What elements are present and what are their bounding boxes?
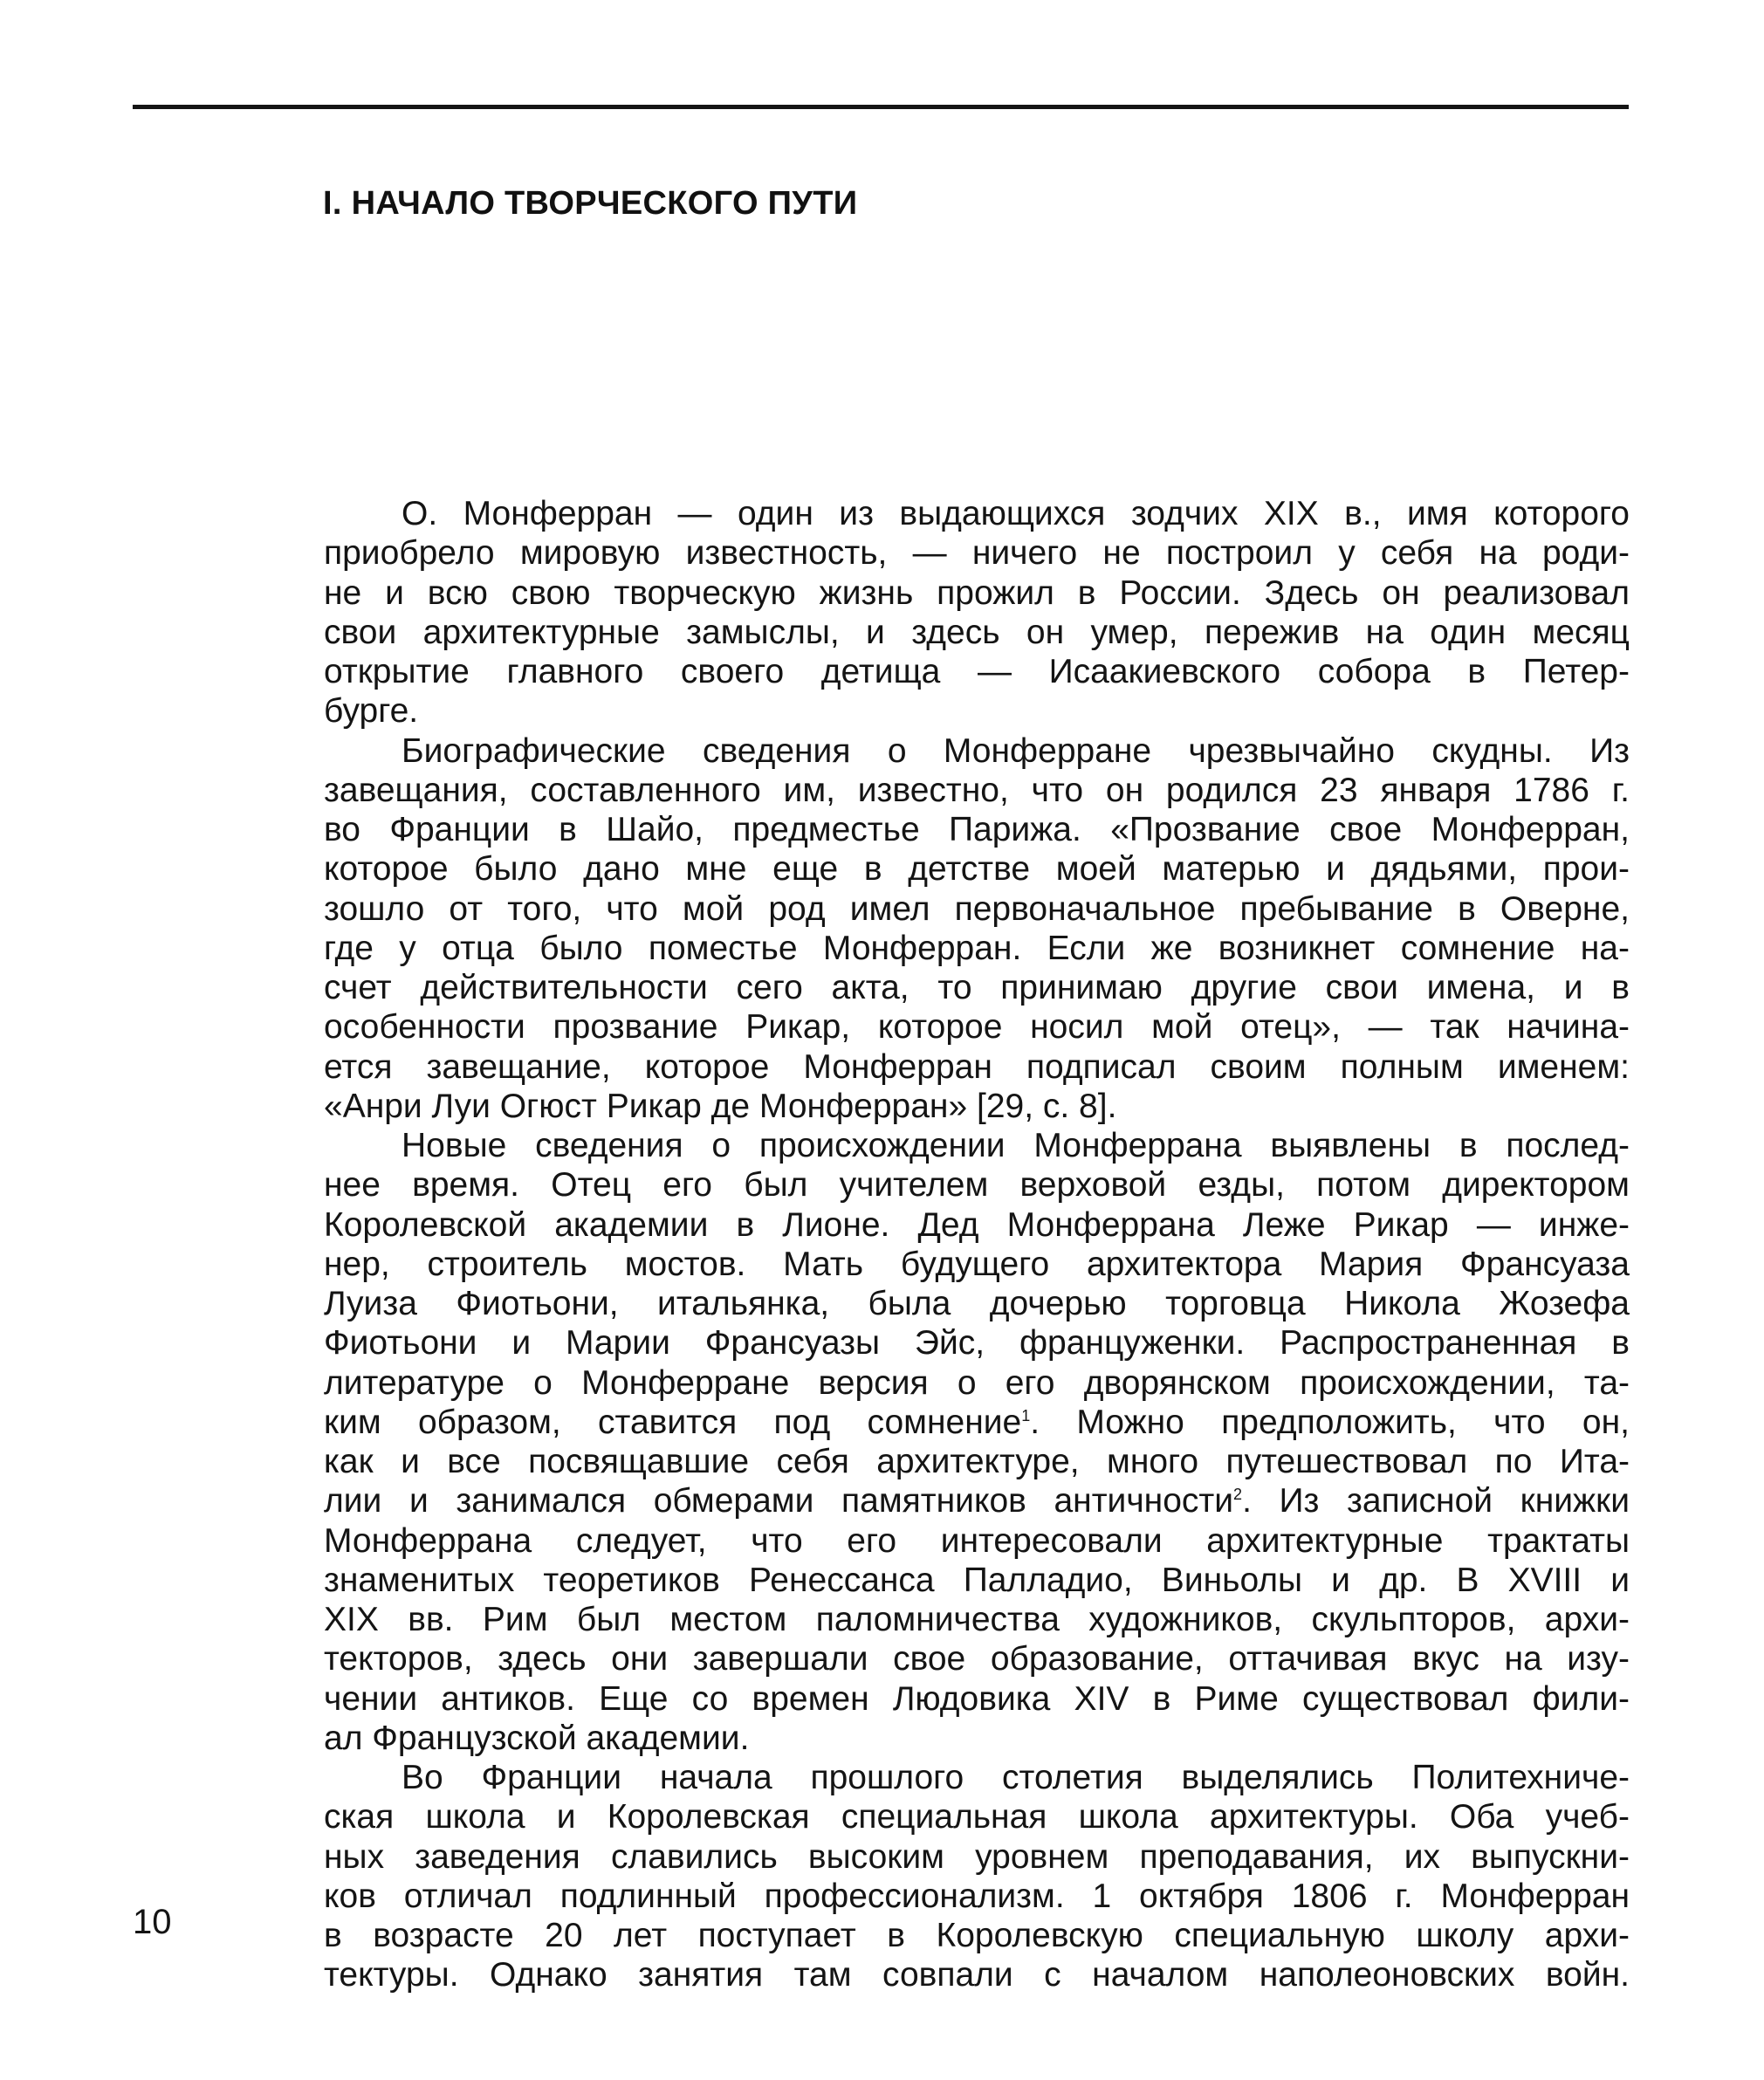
text-line: О. Монферран — один из выдающихся зодчих XIX в., имя которого [402,495,1630,532]
text-line: «Анри Луи Огюст Рикар де Монферран» [29, с. 8]. [324,1087,1117,1125]
text-line: свои архитектурные замыслы, и здесь он умер, пережив на один месяц [324,613,1630,651]
text-line: Во Франции начала прошлого столетия выделялись Политехниче- [402,1759,1630,1796]
text-line: особенности прозвание Рикар, которое носил мой отец», — так начина- [324,1008,1630,1047]
text-line: приобрело мировую известность, — ничего не построил у себя на роди- [324,534,1630,573]
text-line: как и все посвящавшие себя архитектуре, много путешествовал по Ита- [324,1443,1630,1480]
text-line: где у отца было поместье Монферран. Если же возникнет сомнение на- [324,929,1630,967]
text-fragment: лии и занимался обмерами памятников античности [324,1482,1234,1521]
text-line [324,1481,1630,1521]
text-line: текторов, здесь они завершали свое образование, оттачивая вкус на изу- [324,1640,1630,1678]
text-line: счет действительности сего акта, то принимаю другие свои имена, и в [324,969,1630,1006]
text-line: ков отличал подлинный профессионализм. 1 октября 1806 г. Монферран [324,1877,1630,1915]
text-line: ется завещание, которое Монферран подписал своим полным именем: [324,1047,1630,1086]
text-line: ская школа и Королевская специальная школа архитектуры. Оба учеб- [324,1798,1630,1836]
text-line: ных заведения славились высоким уровнем преподавания, их выпускни- [324,1837,1630,1876]
text-line: тектуры. Однако занятия там совпали с началом наполеоновских войн. [324,1956,1630,1994]
page-number: 10 [133,1903,172,1941]
text-line: XIX вв. Рим был местом паломничества художников, скульпторов, архи- [324,1601,1630,1638]
text-line: нее время. Отец его был учителем верховой езды, потом директором [324,1166,1630,1205]
text-line [324,1403,1630,1442]
top-rule [133,105,1629,109]
text-line: ал Французской академии. [324,1719,750,1757]
text-line: Новые сведения о происхождении Монферрана выявлены в послед- [402,1127,1630,1164]
text-fragment: ким образом, ставится под сомнение [324,1403,1022,1441]
text-fragment: . Из записной книжки [1242,1482,1630,1521]
text-line: зошло от того, что мой род имел первоначальное пребывание в Оверне, [324,889,1630,928]
text-line: литературе о Монферране версия о его дворянском происхождении, та- [324,1363,1630,1402]
text-line: нер, строитель мостов. Мать будущего архитектора Мария Франсуаза [324,1245,1630,1283]
text-line: Монферрана следует, что его интересовали архитектурные трактаты [324,1521,1630,1560]
text-line: Луиза Фиотьони, итальянка, была дочерью торговца Никола Жозефа [324,1285,1630,1322]
text-line: Фиотьони и Марии Франсуазы Эйс, француженки. Распространенная в [324,1324,1630,1363]
text-line: которое было дано мне еще в детстве моей матерью и дядьями, прои- [324,850,1630,889]
text-line: в возрасте 20 лет поступает в Королевскую специальную школу архи- [324,1917,1630,1954]
body-text [324,494,1630,1995]
text-line: Королевской академии в Лионе. Дед Монферрана Леже Рикар — инже- [324,1205,1630,1244]
text-line: Биографические сведения о Монферране чрезвычайно скудны. Из [402,731,1630,770]
text-line: завещания, составленного им, известно, что он родился 23 января 1786 г. [324,771,1630,809]
text-line: знаменитых теоретиков Ренессанса Палладио, Виньолы и др. В XVIII и [324,1561,1630,1599]
text-line: чении антиков. Еще со времен Людовика XIV в Риме существовал фили- [324,1679,1630,1718]
footnote-ref-2[interactable]: 2 [1233,1486,1243,1504]
text-line: во Франции в Шайо, предместье Парижа. «Прозвание свое Монферран, [324,811,1630,848]
text-fragment: . Можно предположить, что он, [1030,1403,1630,1441]
text-line: не и всю свою творческую жизнь прожил в России. Здесь он реализовал [324,573,1630,612]
text-line: бурге. [324,692,419,731]
footnote-ref-1[interactable]: 1 [1021,1406,1031,1424]
text-line: открытие главного своего детища — Исаакиевского собора в Петер- [324,653,1630,690]
chapter-heading: I. НАЧАЛО ТВОРЧЕСКОГО ПУТИ [323,185,858,222]
